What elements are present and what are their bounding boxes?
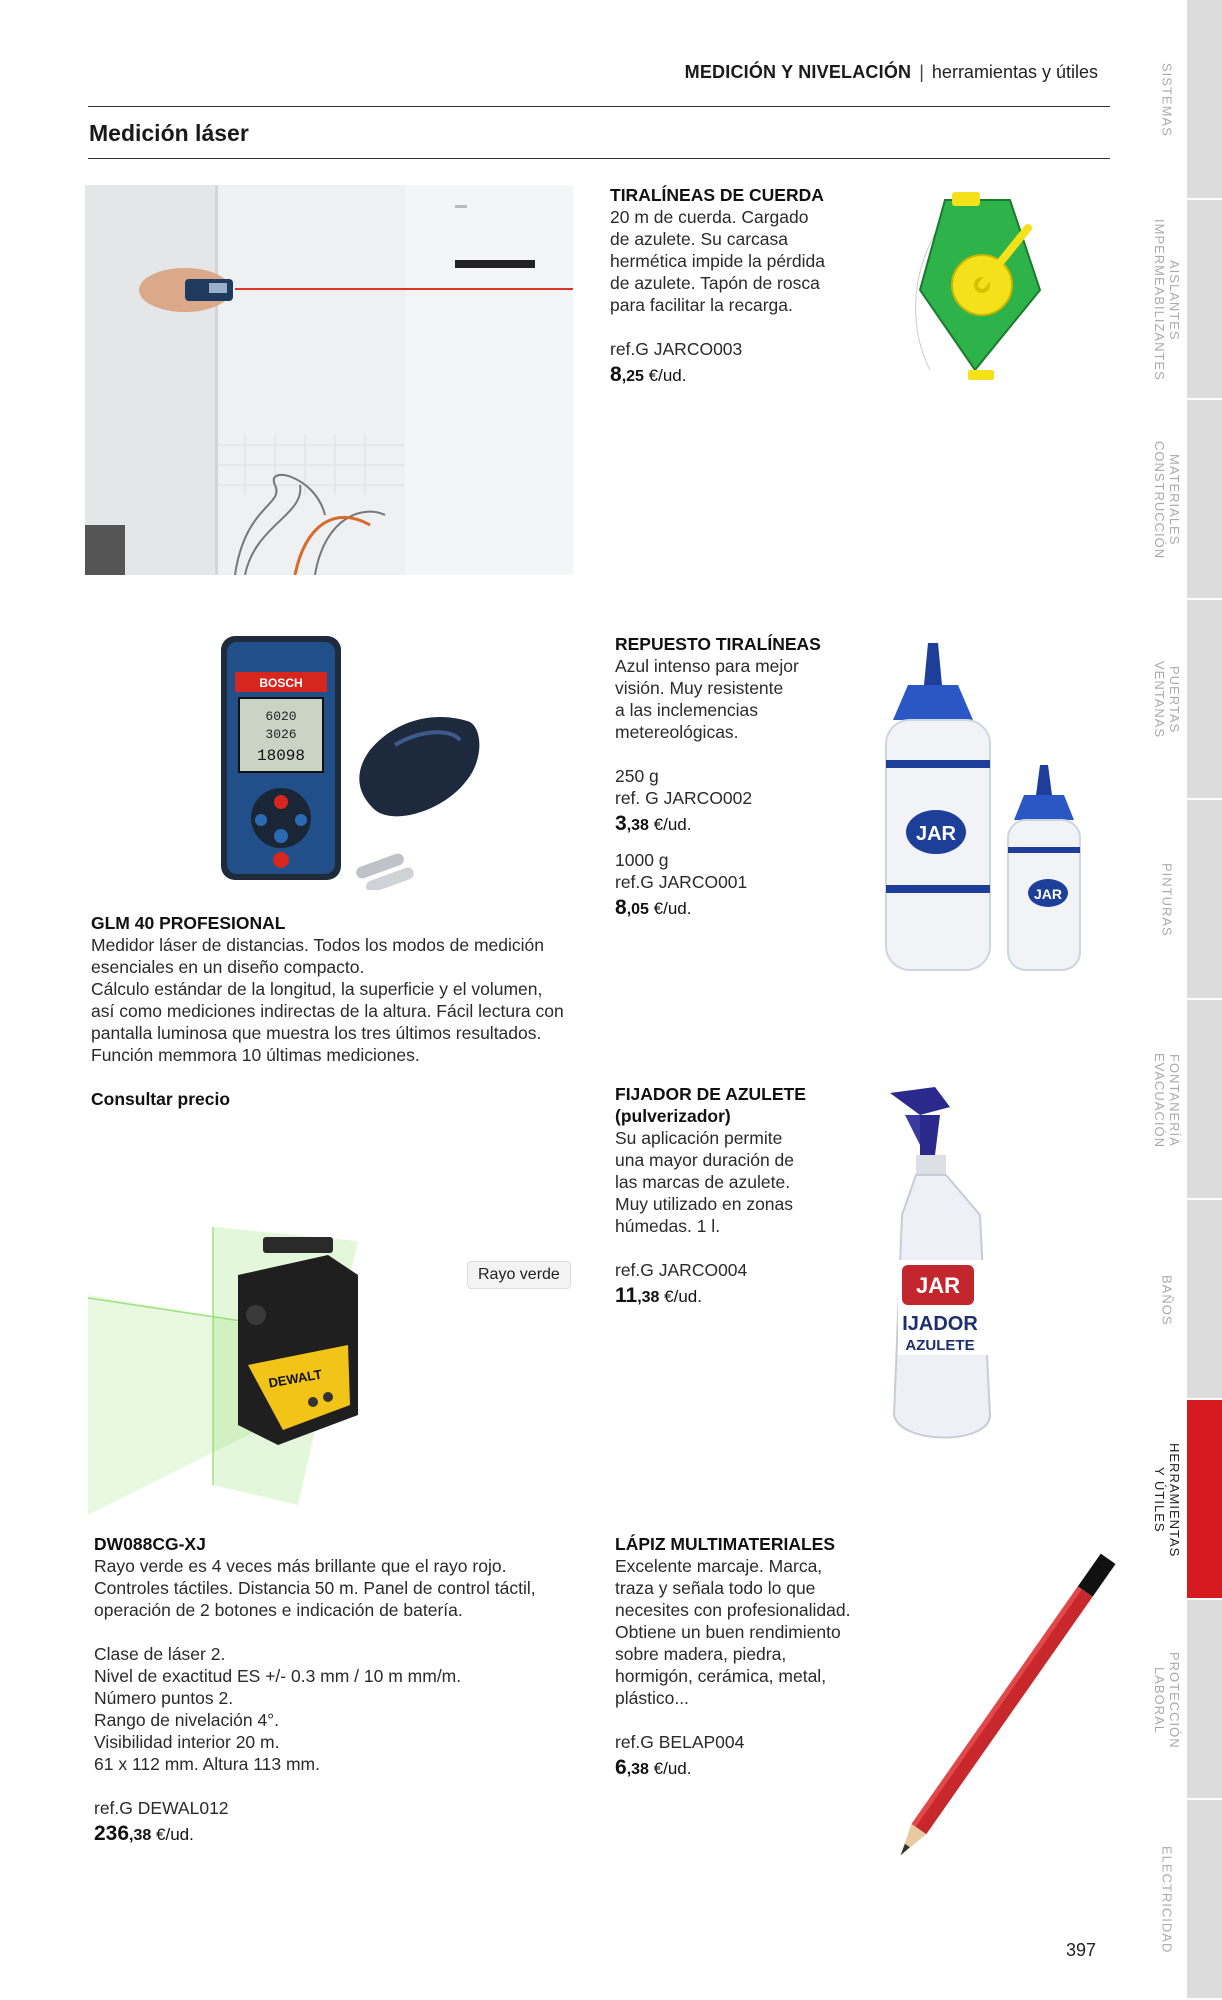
category-tab-label[interactable] <box>1148 400 1186 600</box>
green-beam-tag: Rayo verde <box>467 1261 571 1289</box>
category-tab-strip <box>1187 0 1222 2000</box>
category-tab[interactable] <box>1187 800 1222 1000</box>
display-line-2: 3026 <box>265 727 297 742</box>
product-description: Excelente marcaje. Marca, traza y señala todo lo que necesites con profesionalidad. Obtiene un buen rendimiento sobre madera, piedra, hormigón, cerámica, metal, plástico... <box>615 1556 851 1708</box>
category-tab-label[interactable] <box>1148 1600 1186 1800</box>
product-description: Rayo verde es 4 veces más brillante que el rayo rojo. Controles táctiles. Distancia 50 m. Panel de control táctil, operación de 2 botones e indicación de batería. <box>94 1556 536 1620</box>
category-tab-label[interactable] <box>1148 800 1186 1000</box>
category-tab[interactable] <box>1187 1000 1222 1200</box>
product-glm40 <box>91 912 591 1110</box>
display-line-3: 18098 <box>256 747 306 765</box>
spray-bottle-image <box>880 1085 1010 1465</box>
product-ref: ref.G DEWAL012 <box>94 1798 229 1818</box>
category-tab[interactable] <box>1187 1400 1222 1600</box>
bottle-small-brand: JAR <box>1033 886 1063 902</box>
device-brand-label: DEWALT <box>267 1366 324 1391</box>
category-tab-label[interactable] <box>1148 600 1186 800</box>
category-tab-text: ELECTRICIDAD <box>1159 1846 1175 1954</box>
category-tab-text: PUERTAS VENTANAS <box>1152 661 1182 739</box>
header-section: MEDICIÓN Y NIVELACIÓN <box>684 62 912 82</box>
category-tab-text: HERRAMIENTAS Y ÚTILES <box>1152 1442 1182 1558</box>
bottle-large-brand: JAR <box>915 823 957 845</box>
category-tab-text: PINTURAS <box>1159 863 1175 937</box>
category-tab[interactable] <box>1187 200 1222 400</box>
page-number: 397 <box>1066 1940 1097 1960</box>
product-price: 236,38 €/ud. <box>94 1822 194 1845</box>
category-tab-text: PROTECCIÓN LABORAL <box>1152 1651 1182 1749</box>
category-tab-text: MATERIALES CONSTRUCCIÓN <box>1152 440 1182 560</box>
product-repuesto <box>615 633 875 921</box>
section-divider <box>88 158 1110 159</box>
product-tiralineas <box>610 184 870 388</box>
product-name: REPUESTO TIRALÍNEAS <box>615 634 821 654</box>
variant-price: 3,38 €/ud. <box>615 812 692 835</box>
product-specs: Clase de láser 2. Nivel de exactitud ES +/- 0.3 mm / 10 m mm/m. Número puntos 2. Rango de nivelación 4°. Visibilidad interior 20 m. 61 x 112 mm. Altura 113 mm. <box>94 1644 462 1774</box>
product-dewalt <box>94 1533 594 1847</box>
category-tab-label[interactable] <box>1148 200 1186 400</box>
chalk-line-image <box>890 180 1080 395</box>
variant-ref: ref.G JARCO001 <box>615 872 748 892</box>
variant-price: 8,05 €/ud. <box>615 896 692 919</box>
cross-line-laser-image <box>88 1215 468 1515</box>
category-tab[interactable] <box>1187 0 1222 200</box>
laser-distance-meter-image <box>205 630 495 890</box>
product-name: DW088CG-XJ <box>94 1534 206 1554</box>
category-tab[interactable] <box>1187 1800 1222 2000</box>
category-tab[interactable] <box>1187 600 1222 800</box>
product-name: FIJADOR DE AZULETE (pulverizador) <box>615 1084 806 1126</box>
product-description: Su aplicación permite una mayor duración de las marcas de azulete. Muy utilizado en zonas húmedas. 1 l. <box>615 1128 794 1236</box>
variant-ref: ref. G JARCO002 <box>615 788 753 808</box>
product-lapiz <box>615 1533 895 1781</box>
product-price: 8,25 €/ud. <box>610 363 687 386</box>
product-description: Azul intenso para mejor visión. Muy resistente a las inclemencias metereológicas. <box>615 656 799 742</box>
page-header <box>685 62 1098 83</box>
category-tab-text: AISLANTES IMPERMEABILIZANTES <box>1152 219 1182 381</box>
device-brand-label: BOSCH <box>259 676 303 690</box>
product-ref: ref.G JARCO003 <box>610 339 743 359</box>
category-tab-text: FONTANERÍA EVACUACIÓN <box>1152 1052 1182 1148</box>
product-price: 11,38 €/ud. <box>615 1284 702 1307</box>
header-subsection: herramientas y útiles <box>931 62 1098 82</box>
product-description: 20 m de cuerda. Cargado de azulete. Su carcasa hermética impide la pérdida de azulete. Tapón de rosca para facilitar la recarga. <box>610 207 825 315</box>
display-line-1: 6020 <box>265 709 297 724</box>
laser-measuring-photo <box>85 185 573 575</box>
category-tab-text: SISTEMAS <box>1159 63 1175 137</box>
product-ref: ref.G JARCO004 <box>615 1260 748 1280</box>
category-tab-label[interactable] <box>1148 0 1186 200</box>
product-price: 6,38 €/ud. <box>615 1756 692 1779</box>
product-name: GLM 40 PROFESIONAL <box>91 913 286 933</box>
product-name: LÁPIZ MULTIMATERIALES <box>615 1534 836 1554</box>
product-ref: ref.G BELAP004 <box>615 1732 745 1752</box>
category-tab-label[interactable] <box>1148 1000 1186 1200</box>
category-tab[interactable] <box>1187 1600 1222 1800</box>
bottle-label-line-2: AZULETE <box>905 1337 975 1354</box>
product-description: Medidor láser de distancias. Todos los modos de medición esenciales en un diseño compacto. Cálculo estándar de la longitud, la superficie y el volumen, así como mediciones indirectas de la altura. Fácil lectura con pantalla luminosa que muestra los tres últimos resultados. Función memmora 10 últimas mediciones. <box>91 935 564 1065</box>
category-tab-label[interactable] <box>1148 1800 1186 2000</box>
chalk-refill-bottles-image <box>878 635 1118 985</box>
category-tab[interactable] <box>1187 1200 1222 1400</box>
header-separator: | <box>919 62 924 82</box>
consult-price-label: Consultar precio <box>91 1089 231 1109</box>
category-tab-label[interactable] <box>1148 1400 1186 1600</box>
header-divider <box>88 106 1110 107</box>
pencil-image <box>880 1535 1120 1895</box>
category-tab-text: BAÑOS <box>1159 1274 1175 1326</box>
category-tab-label[interactable] <box>1148 1200 1186 1400</box>
bottle-label-line-1: IJADOR <box>902 1313 978 1335</box>
category-tab[interactable] <box>1187 400 1222 600</box>
product-fijador <box>615 1083 875 1309</box>
section-title: Medición láser <box>89 120 249 146</box>
bottle-brand: JAR <box>915 1273 961 1298</box>
variant-size: 250 g <box>615 766 659 786</box>
variant-size: 1000 g <box>615 850 669 870</box>
product-name: TIRALÍNEAS DE CUERDA <box>610 185 824 205</box>
